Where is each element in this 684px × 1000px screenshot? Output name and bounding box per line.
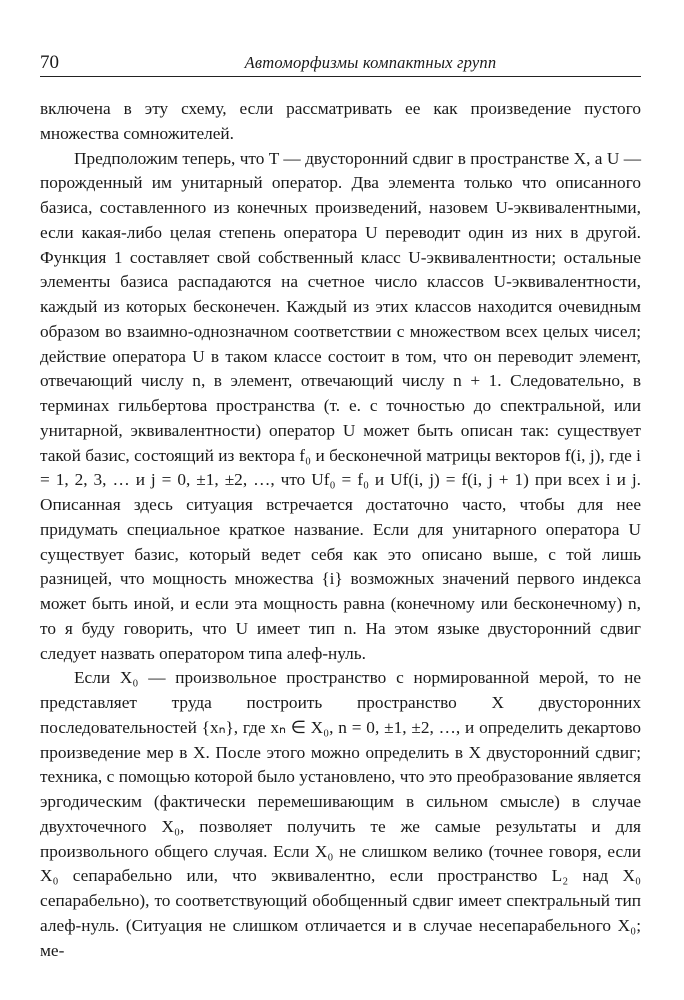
page-number: 70 bbox=[40, 52, 59, 73]
paragraph-generalized-shift: Если X₀ — произвольное пространство с нормированной мерой, то не представляет труда построить пространство X двусторонних последовательностей {xₙ}, где xₙ ∈ X₀, n = 0, ±1, ±2, …, и определить декартово произведение мер в X. После этого можно определить в X двусторонний сдвиг; техника, с помощью которой было установлено, что это преобразование является эргодическим (фактически перемешивающим в сильном смысле) в случае двухточечного X₀, позволяет получить те же самые результаты и для произвольного общего случая. Если X₀ не слишком велико (точнее говоря, если X₀ сепарабельно или, что эквивалентно, если пространство L₂ над X₀ сепарабельно), то соответствующий обобщенный сдвиг имеет спектральный тип алеф-нуль. (Ситуация не слишком отличается и в случае несепарабельного X₀; ме- bbox=[40, 668, 641, 960]
paragraph-shift-type: Предположим теперь, что T — двусторонний сдвиг в пространстве X, а U — порожденный им унитарный оператор. Два элемента только что описанного базиса, составленного из конечных произведений, назовем U-эквивалентными, если какая-либо целая степень оператора U переводит один из них в другой. Функция 1 составляет свой собственный класс U-эквивалентности; остальные элементы базиса распадаются на счетное число классов U-эквивалентности, каждый из которых бесконечен. Каждый из этих классов находится очевидным образом во взаимно-однозначном соответствии с множеством всех целых чисел; действие оператора U в таком классе состоит в том, что он переводит элемент, отвечающий числу n, в элемент, отвечающий числу n + 1. Следовательно, в терминах гильбертова пространства (т. е. с точностью до спектральной, или унитарной, эквивалентности) оператор U может быть описан так: существует такой базис, состоящий из вектора f₀ и бесконечной матрицы векторов f(i, j), где i = 1, 2, 3, … и j = 0, ±1, ±2, …, что Uf₀ = f₀ и Uf(i, j) = f(i, j + 1) при всех i и j. Описанная здесь ситуация встречается достаточно часто, чтобы для нее придумать специальное краткое название. Если для унитарного оператора U существует базис, который ведет себя как это описано выше, с той лишь разницей, что мощность множества {i} возможных значений первого индекса может быть иной, и если эта мощность равна (конечному или бесконечному) n, то я буду говорить, что U имеет тип n. На этом языке двусторонний сдвиг следует назвать оператором типа алеф-нуль. bbox=[40, 148, 641, 663]
paragraph-continuation: включена в эту схему, если рассматривать ее как произведение пустого множества сомножителей. bbox=[40, 99, 641, 143]
page-header bbox=[40, 50, 641, 77]
running-title: Автоморфизмы компактных групп bbox=[244, 53, 497, 72]
body-text bbox=[40, 97, 641, 963]
book-page bbox=[40, 50, 641, 963]
